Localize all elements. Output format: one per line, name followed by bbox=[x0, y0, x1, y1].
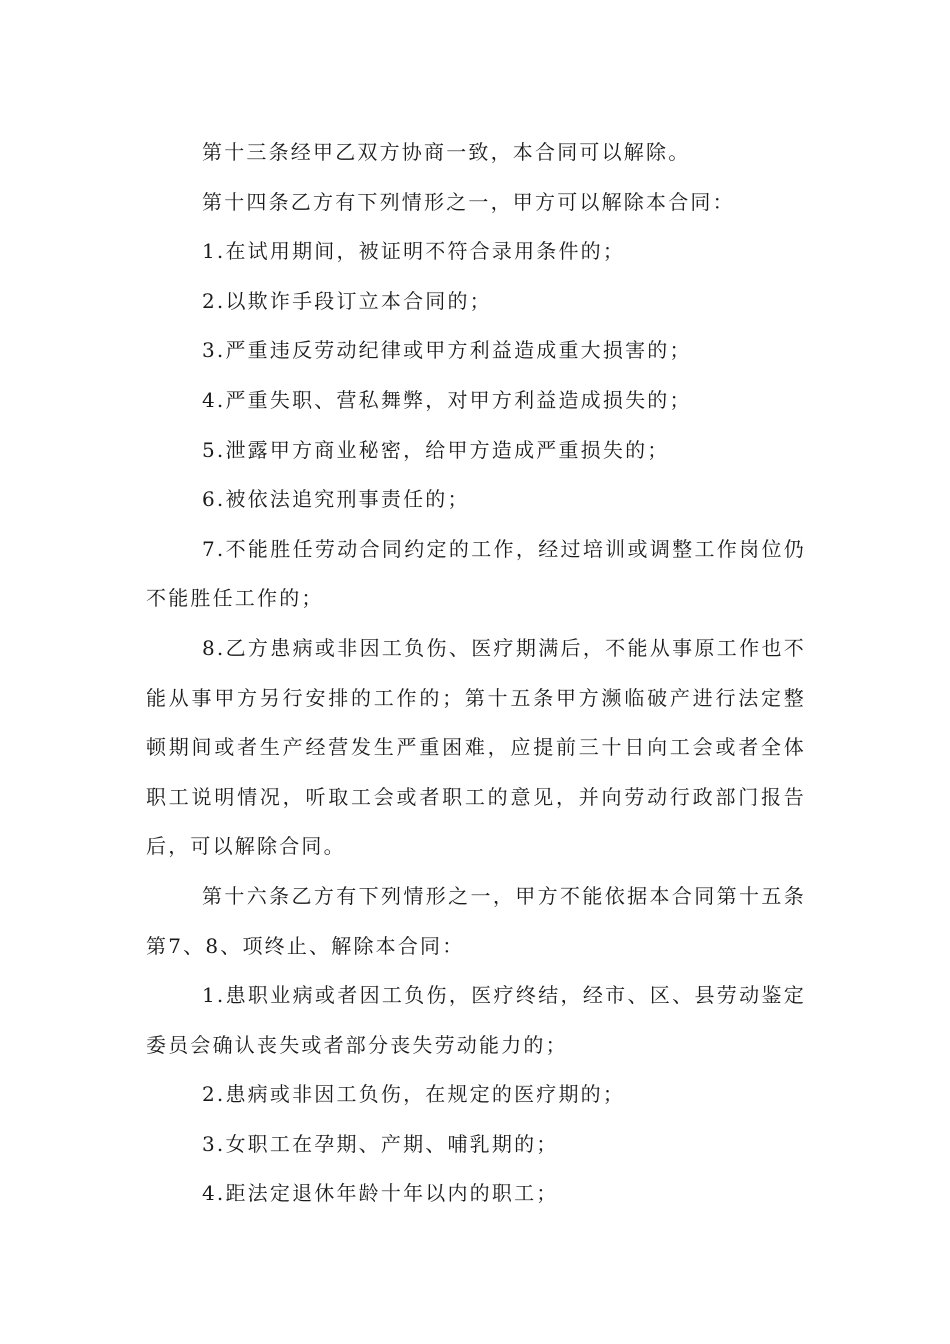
list-item-16-3: 3.女职工在孕期、产期、哺乳期的； bbox=[202, 1131, 559, 1156]
paragraph-article-13: 第十三条经甲乙双方协商一致，本合同可以解除。 bbox=[202, 140, 691, 164]
document-body bbox=[146, 128, 806, 1219]
paragraph-article-16: 第十六条乙方有下列情形之一，甲方不能依据本合同第十五条第7、8、项终止、解除本合同： bbox=[146, 883, 806, 958]
list-item-16-1: 1.患职业病或者因工负伤，医疗终结，经市、区、县劳动鉴定委员会确认丧失或者部分丧失劳动能力的； bbox=[146, 983, 806, 1057]
list-item-16-2: 2.患病或非因工负伤，在规定的医疗期的； bbox=[202, 1082, 626, 1107]
list-item-16-4: 4.距法定退休年龄十年以内的职工； bbox=[202, 1181, 559, 1206]
list-item-14-4: 4.严重失职、营私舞弊，对甲方利益造成损失的； bbox=[202, 387, 692, 412]
list-item-14-2: 2.以欺诈手段订立本合同的； bbox=[202, 288, 492, 313]
list-item-14-6: 6.被依法追究刑事责任的； bbox=[202, 487, 470, 512]
list-item-14-1: 1.在试用期间，被证明不符合录用条件的； bbox=[202, 239, 626, 264]
list-item-14-3: 3.严重违反劳动纪律或甲方利益造成重大损害的； bbox=[202, 338, 692, 363]
list-item-14-5: 5.泄露甲方商业秘密，给甲方造成严重损失的； bbox=[202, 437, 670, 462]
list-item-14-7: 7.不能胜任劳动合同约定的工作，经过培训或调整工作岗位仍不能胜任工作的； bbox=[146, 536, 806, 611]
paragraph-article-14: 第十四条乙方有下列情形之一，甲方可以解除本合同： bbox=[202, 189, 735, 214]
list-item-14-8-and-article-15: 8.乙方患病或非因工负伤、医疗期满后，不能从事原工作也不能从事甲方另行安排的工作的；第十五条甲方濒临破产进行法定整顿期间或者生产经营发生严重困难，应提前三十日向工会或者全体职工说明情况，听取工会或者职工的意见，并向劳动行政部门报告后，可以解除合同。 bbox=[146, 635, 806, 859]
